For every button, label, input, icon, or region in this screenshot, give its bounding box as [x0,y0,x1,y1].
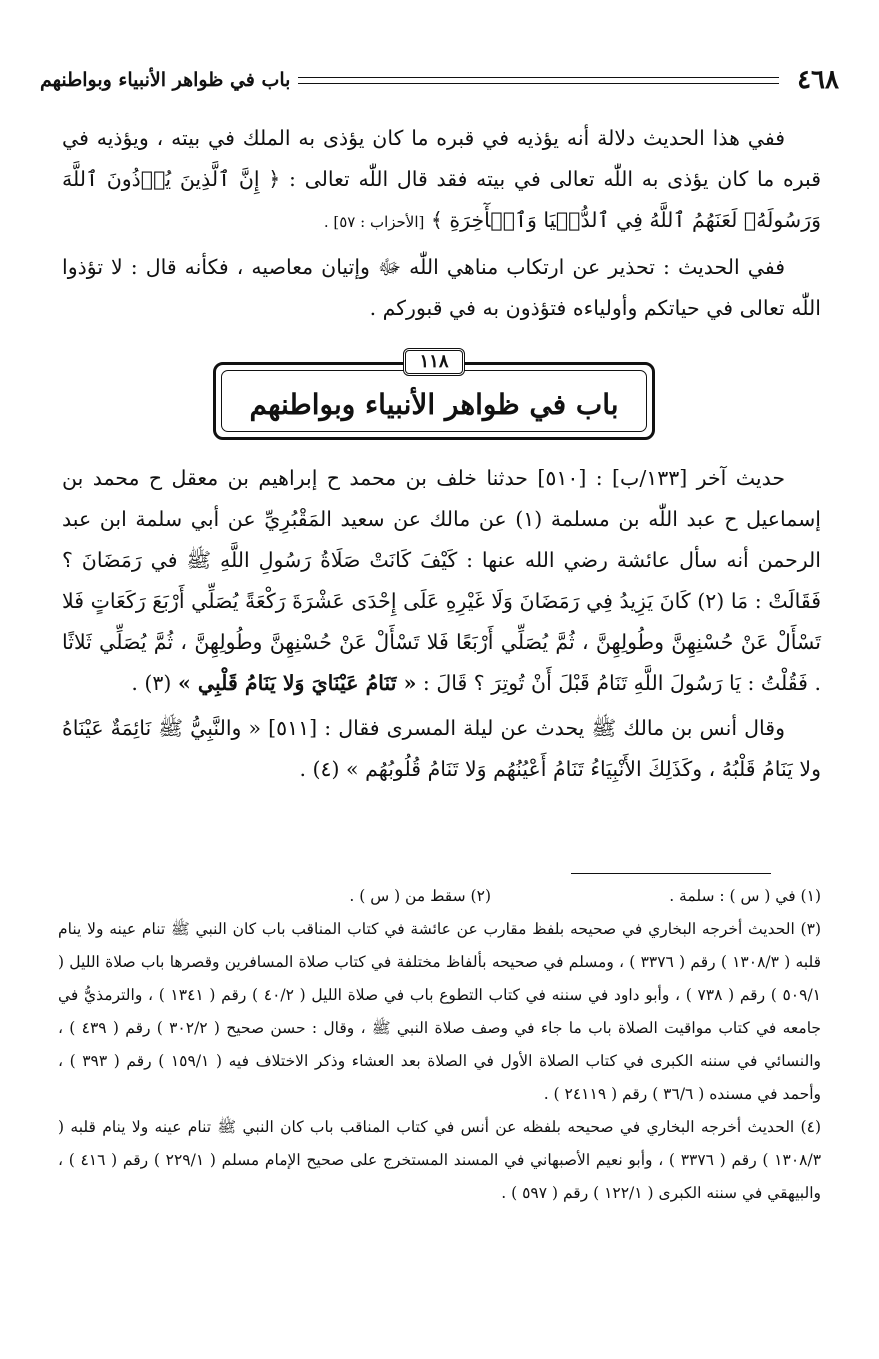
hadith-paragraph-2: وقال أنس بن مالك ﷺ يحدث عن ليلة المسرى فقال : [٥١١] « والنَّبِيُّ ﷺ نَائِمَةٌ عَيْنَاهُ ولا يَنَامُ قَلْبُهُ ، وكَذَلِكَ الأَنْبِيَاءُ تَنَامُ أَعْيُنُهُم وَلا تَنَامُ قُلُوبُهُم » (٤) . [62,716,821,781]
hadith-1-text: حديث آخر [١٣٣/ب] : [٥١٠] حدثنا خلف بن محمد ح إبراهيم بن معقل ح محمد بن إسماعيل ح عبد اللّٰه بن مسلمة (١) عن مالك عن سعيد المَقْبُرِيِّ عن أبي سلمة ابن عبد الرحمن أنه سأل عائشة رضي الله عنها : كَيْفَ كَانَتْ صَلَاةُ رَسُولِ اللَّهِ ﷺ في رَمَضَانَ ؟ فَقَالَتْ : مَا (٢) كَانَ يَزِيدُ فِي رَمَضَانَ وَلَا غَيْرِهِ عَلَى إِحْدَى عَشْرَةَ رَكْعَةً يُصَلِّي أَرْبَعَ رَكَعَاتٍ فَلا تَسْأَلْ عَنْ حُسْنِهِنَّ وطُولِهِنَّ ، ثُمَّ يُصَلِّي أَرْبَعًا فَلا تَسْأَلْ عَنْ حُسْنِهِنَّ وطُولِهِنَّ ، ثُمَّ يُصَلِّي ثَلاثًا . فَقُلْتُ : يَا رَسُولَ اللَّهِ تَنَامُ قَبْلَ أَنْ تُوتِرَ ؟ قَالَ : [62,466,821,695]
page-number: ٤٦٨ [797,65,839,95]
footnote-1: (١) في ( س ) : سلمة . [669,887,821,905]
chapter-title: باب في ظواهر الأنبياء وبواطنهم [249,387,619,421]
footnote-2: (٢) سقط من ( س ) . [349,887,491,905]
hadith-1-quote: « تَنَامُ عَيْنَايَ وَلا يَنَامُ قَلْبِي » [177,671,417,695]
hadith-paragraph-1 [62,458,821,704]
footnote-4: (٤) الحديث أخرجه البخاري في صحيحه بلفظه عن أنس في كتاب المناقب باب كان النبي ﷺ تنام عينه ولا ينام قلبه ( ١٣٠٨/٣ ) رقم ( ٣٣٧٦ ) ، وأبو نعيم الأصبهاني في المسند المستخرج على صحيح الإمام مسلم ( ٢٢٩/١ ) رقم ( ٤١٦ ) ، والبيهقي في سننه الكبرى ( ١٢٢/١ ) رقم ( ٥٩٧ ) . [58,1118,822,1202]
intro-paragraph-1-text: ففي هذا الحديث دلالة أنه يؤذيه في قبره ما كان يؤذى به الملك في بيته ، ويؤذيه في قبره ما كان يؤذى به اللّٰه تعالى في بيته فقد قال اللّٰه تعالى : ﴿ إِنَّ ٱلَّذِينَ يُؤۡذُونَ ٱللَّهَ وَرَسُولَهُۥ لَعَنَهُمُ ٱللَّهُ فِي ٱلدُّنۡيَا وَٱلۡأٓخِرَةِ ﴾ [62,126,821,232]
chapter-number: ١١٨ [403,348,465,376]
header-double-rule [298,77,779,84]
footnote-separator [571,873,771,874]
footnote-3: (٣) الحديث أخرجه البخاري في صحيحه بلفظ مقارب عن عائشة في كتاب المناقب باب كان النبي ﷺ تنام عينه ولا ينام قلبه ( ١٣٠٨/٣ ) رقم ( ٣٣٧٦ ) ، ومسلم في صحيحه بألفاظ مختلفة في كتاب صلاة المسافرين وقصرها باب صلاة الليل ( ٥٠٩/١ ) رقم ( ٧٣٨ ) ، وأبو داود في سننه في كتاب التطوع باب في صلاة الليل ( ٤٠/٢ ) رقم ( ١٣٤١ ) ، والترمذيُّ في جامعه في كتاب مواقيت الصلاة باب ما جاء في وصف صلاة النبي ﷺ ، وقال : حسن صحيح ( ٣٠٢/٢ ) رقم ( ٤٣٩ ) ، والنسائي في سننه الكبرى في كتاب الصلاة الأول في الصلاة بعد العشاء وذكر الاختلاف فيه ( ١٥٩/١ ) رقم ( ٣٩٣ ) ، وأحمد في مسنده ( ٣٦/٦ ) رقم ( ٢٤١١٩ ) . [58,920,822,1103]
body-section [62,458,821,794]
intro-paragraph-2: ففي الحديث : تحذير عن ارتكاب مناهي اللّٰه ﷻ وإتيان معاصيه ، فكأنه قال : لا تؤذوا اللّٰه تعالى في حياتكم وأولياءه فتؤذون به في قبوركم . [62,255,821,320]
intro-paragraph-1 [62,118,821,243]
intro-section [62,118,821,333]
chapter-frame-inner [221,370,647,432]
running-title: باب في ظواهر الأنبياء وبواطنهم [40,69,291,91]
hadith-1-footnote-marker: (٣) . [131,671,172,695]
footnotes-row-1-2 [58,880,821,913]
quran-reference: [الأحزاب : ٥٧] . [323,213,425,231]
footnotes [58,880,821,1210]
running-header [40,62,839,98]
chapter-heading [213,348,655,440]
